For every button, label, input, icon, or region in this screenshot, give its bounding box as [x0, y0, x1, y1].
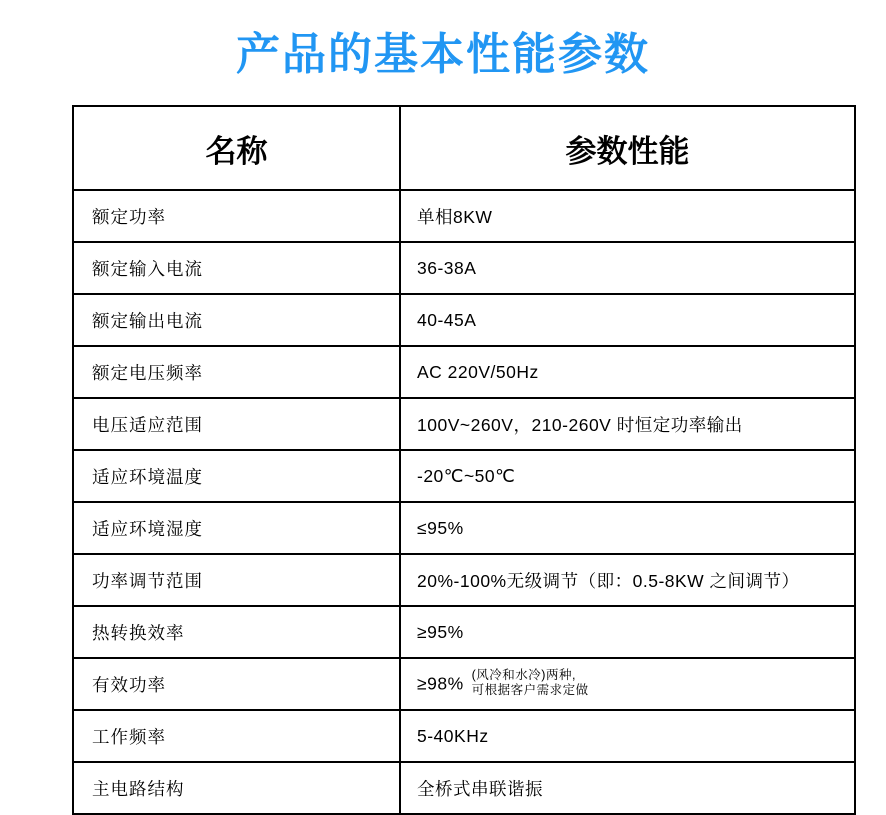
row-name: 适应环境温度	[73, 450, 400, 502]
row-value-text: 单相8KW	[417, 206, 493, 227]
row-value	[400, 242, 855, 294]
row-value	[400, 710, 855, 762]
spec-table-wrapper	[72, 105, 848, 815]
header-cell-name: 名称	[73, 106, 400, 190]
row-name: 额定输入电流	[73, 242, 400, 294]
row-name: 主电路结构	[73, 762, 400, 814]
table-row	[73, 242, 855, 294]
row-value	[400, 554, 855, 606]
table-row	[73, 606, 855, 658]
row-value-text: 36-38A	[417, 257, 477, 278]
table-row	[73, 658, 855, 710]
row-value	[400, 658, 855, 710]
table-row	[73, 710, 855, 762]
row-name: 额定功率	[73, 190, 400, 242]
row-value-text: 40-45A	[417, 309, 477, 330]
row-value-text: AC 220V/50Hz	[417, 361, 539, 382]
row-name: 电压适应范围	[73, 398, 400, 450]
table-header-row	[73, 106, 855, 190]
row-value	[400, 398, 855, 450]
row-name: 工作频率	[73, 710, 400, 762]
row-value	[400, 502, 855, 554]
table-row	[73, 190, 855, 242]
page-title: 产品的基本性能参数	[236, 30, 650, 79]
row-value-text: ≥98%	[417, 672, 464, 693]
row-value-text: ≥95%	[417, 621, 464, 642]
header-cell-value: 参数性能	[400, 106, 855, 190]
row-value	[400, 294, 855, 346]
row-value-text: 20%-100%无级调节（即：0.5-8KW 之间调节）	[417, 570, 800, 591]
row-name: 适应环境湿度	[73, 502, 400, 554]
row-value-text: 5-40KHz	[417, 725, 489, 746]
row-value	[400, 346, 855, 398]
row-name: 有效功率	[73, 658, 400, 710]
table-row	[73, 294, 855, 346]
row-value-text: 100V~260V，210-260V 时恒定功率输出	[417, 414, 743, 435]
table-row	[73, 554, 855, 606]
table-row	[73, 502, 855, 554]
spec-table-body	[73, 106, 855, 814]
row-name: 额定电压频率	[73, 346, 400, 398]
row-name: 功率调节范围	[73, 554, 400, 606]
table-row	[73, 762, 855, 814]
table-row	[73, 398, 855, 450]
table-row	[73, 450, 855, 502]
row-value	[400, 450, 855, 502]
row-value	[400, 190, 855, 242]
row-value-note: (风冷和水冷)两种, 可根据客户需求定做	[471, 667, 589, 698]
table-row	[73, 346, 855, 398]
row-value-text: ≤95%	[417, 517, 464, 538]
spec-table	[72, 105, 856, 815]
row-name: 热转换效率	[73, 606, 400, 658]
row-value	[400, 606, 855, 658]
row-name: 额定输出电流	[73, 294, 400, 346]
row-value-text: 全桥式串联谐振	[417, 778, 543, 799]
row-value	[400, 762, 855, 814]
row-value-text: -20℃~50℃	[417, 465, 516, 486]
